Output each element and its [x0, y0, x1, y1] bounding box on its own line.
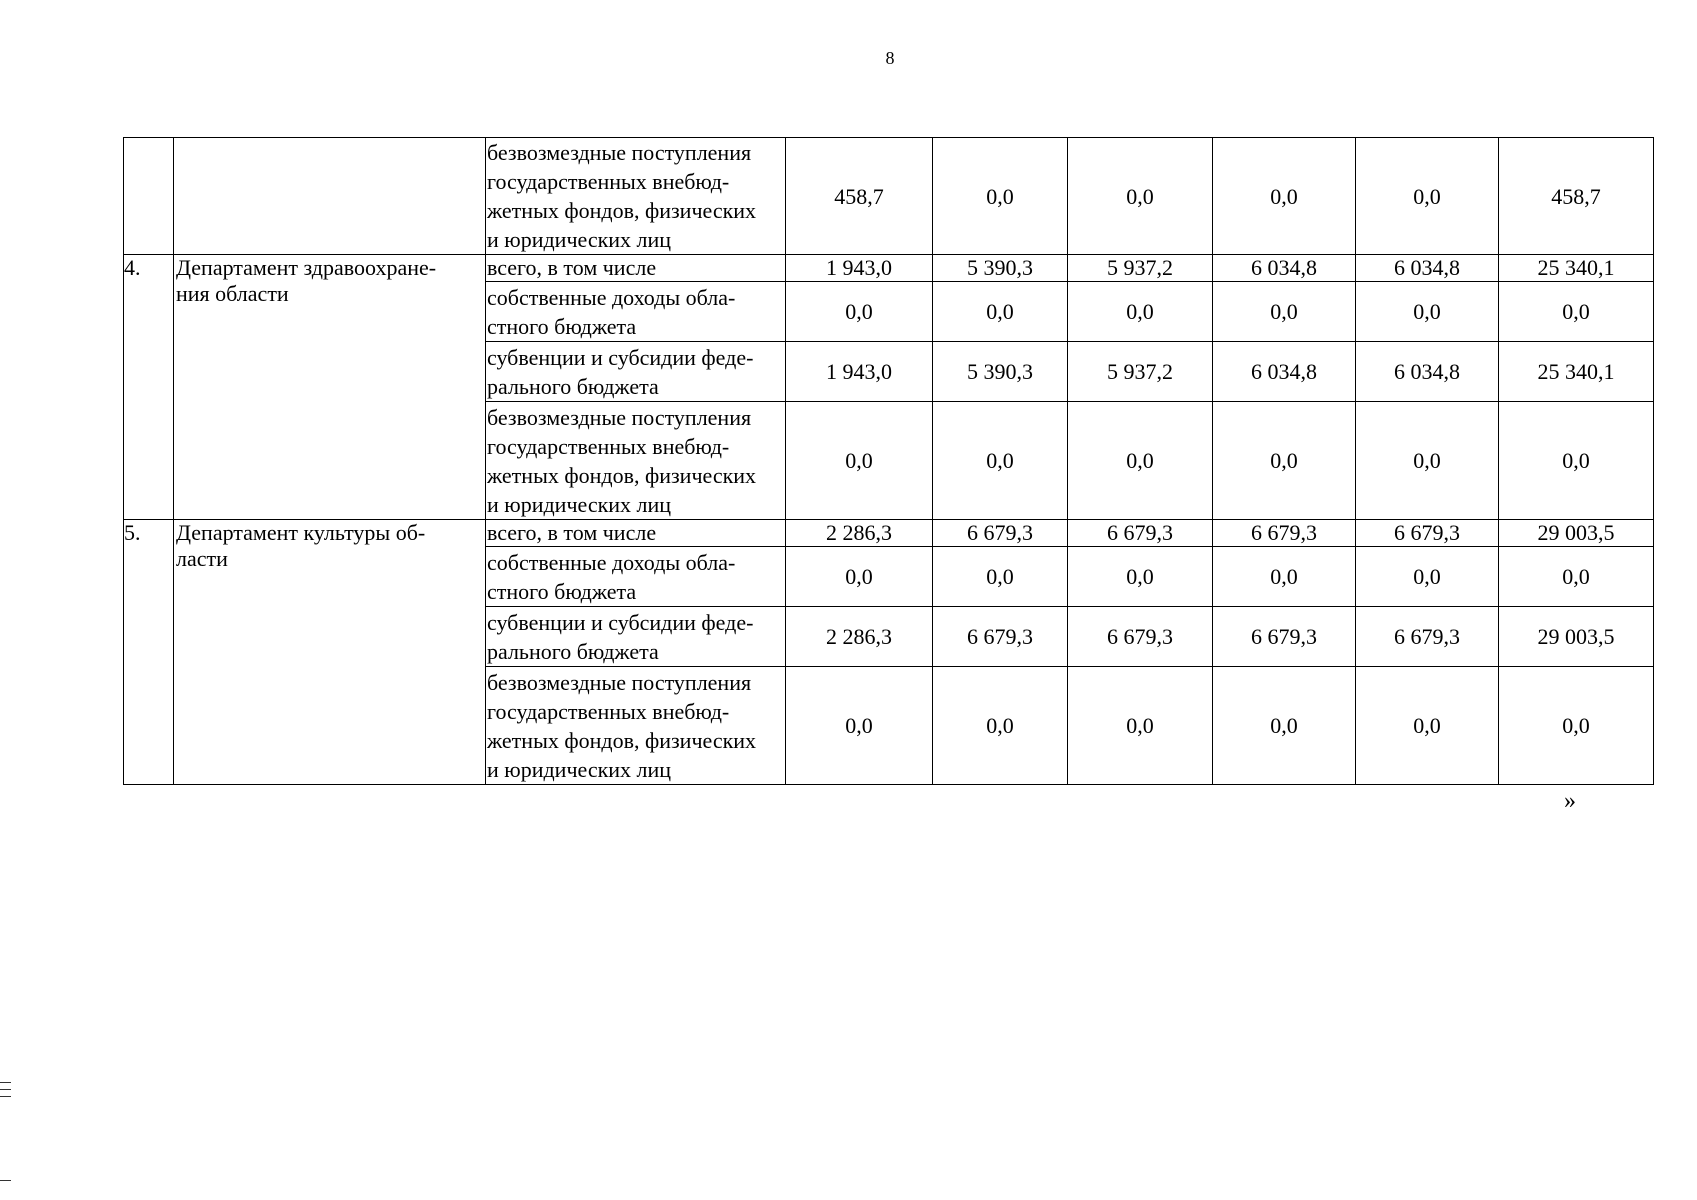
- margin-mark: [0, 1096, 11, 1097]
- funding-source-cell: собственные доходы обла- стного бюджета: [486, 282, 786, 342]
- value-cell: 2 286,3: [786, 520, 933, 547]
- value-cell: 5 937,2: [1068, 255, 1213, 282]
- value-cell: 0,0: [933, 547, 1068, 607]
- value-cell: 5 937,2: [1068, 342, 1213, 402]
- value-cell: 25 340,1: [1499, 342, 1654, 402]
- table-row: [124, 255, 1654, 282]
- value-cell: 0,0: [1213, 138, 1356, 255]
- value-cell: 0,0: [1213, 282, 1356, 342]
- value-cell: 6 034,8: [1356, 342, 1499, 402]
- value-cell: 0,0: [1499, 402, 1654, 520]
- value-cell: 6 679,3: [1356, 520, 1499, 547]
- value-cell: 0,0: [1356, 547, 1499, 607]
- value-cell: 0,0: [933, 138, 1068, 255]
- page-number: 8: [885, 48, 895, 68]
- value-cell: 0,0: [786, 282, 933, 342]
- value-cell: 6 679,3: [1068, 607, 1213, 667]
- value-cell: 0,0: [1068, 667, 1213, 785]
- value-cell: 6 034,8: [1213, 342, 1356, 402]
- value-cell: 458,7: [1499, 138, 1654, 255]
- value-cell: 6 679,3: [1213, 607, 1356, 667]
- value-cell: 0,0: [786, 547, 933, 607]
- value-cell: 25 340,1: [1499, 255, 1654, 282]
- value-cell: 6 034,8: [1213, 255, 1356, 282]
- value-cell: 1 943,0: [786, 255, 933, 282]
- table-row: [124, 520, 1654, 547]
- value-cell: 0,0: [933, 402, 1068, 520]
- funding-source-cell: всего, в том числе: [486, 520, 786, 547]
- row-number-cell: [124, 138, 174, 255]
- value-cell: 0,0: [1356, 402, 1499, 520]
- value-cell: 0,0: [1068, 282, 1213, 342]
- value-cell: 0,0: [1068, 138, 1213, 255]
- funding-source-cell: субвенции и субсидии феде- рального бюджета: [486, 342, 786, 402]
- value-cell: 0,0: [1068, 402, 1213, 520]
- row-number-cell: 4.: [124, 255, 174, 520]
- margin-mark: [0, 1180, 11, 1181]
- value-cell: 0,0: [786, 402, 933, 520]
- value-cell: 0,0: [1499, 547, 1654, 607]
- value-cell: 0,0: [1213, 402, 1356, 520]
- value-cell: 458,7: [786, 138, 933, 255]
- value-cell: 0,0: [933, 282, 1068, 342]
- value-cell: 6 679,3: [933, 520, 1068, 547]
- table-row: [124, 138, 1654, 255]
- department-cell: [174, 138, 486, 255]
- value-cell: 5 390,3: [933, 255, 1068, 282]
- value-cell: 0,0: [1499, 667, 1654, 785]
- value-cell: 6 679,3: [1356, 607, 1499, 667]
- closing-quote: »: [1564, 788, 1576, 814]
- department-cell: Департамент здравоохране- ния области: [174, 255, 486, 520]
- value-cell: 0,0: [933, 667, 1068, 785]
- value-cell: 0,0: [1213, 547, 1356, 607]
- value-cell: 1 943,0: [786, 342, 933, 402]
- value-cell: 0,0: [1356, 667, 1499, 785]
- funding-source-cell: безвозмездные поступления государственных внебюд- жетных фондов, физических и юридических лиц: [486, 402, 786, 520]
- value-cell: 6 679,3: [933, 607, 1068, 667]
- value-cell: 0,0: [786, 667, 933, 785]
- value-cell: 0,0: [1213, 667, 1356, 785]
- funding-source-cell: собственные доходы обла- стного бюджета: [486, 547, 786, 607]
- value-cell: 6 679,3: [1068, 520, 1213, 547]
- value-cell: 5 390,3: [933, 342, 1068, 402]
- value-cell: 6 034,8: [1356, 255, 1499, 282]
- value-cell: 29 003,5: [1499, 607, 1654, 667]
- budget-table: [123, 137, 1654, 785]
- value-cell: 2 286,3: [786, 607, 933, 667]
- value-cell: 0,0: [1356, 138, 1499, 255]
- department-cell: Департамент культуры об- ласти: [174, 520, 486, 785]
- margin-mark: [0, 1082, 11, 1083]
- value-cell: 0,0: [1068, 547, 1213, 607]
- value-cell: 6 679,3: [1213, 520, 1356, 547]
- value-cell: 0,0: [1499, 282, 1654, 342]
- value-cell: 0,0: [1356, 282, 1499, 342]
- value-cell: 29 003,5: [1499, 520, 1654, 547]
- funding-source-cell: всего, в том числе: [486, 255, 786, 282]
- row-number-cell: 5.: [124, 520, 174, 785]
- funding-source-cell: безвозмездные поступления государственных внебюд- жетных фондов, физических и юридических лиц: [486, 667, 786, 785]
- funding-source-cell: безвозмездные поступления государственных внебюд- жетных фондов, физических и юридических лиц: [486, 138, 786, 255]
- funding-source-cell: субвенции и субсидии феде- рального бюджета: [486, 607, 786, 667]
- margin-mark: [0, 1089, 11, 1090]
